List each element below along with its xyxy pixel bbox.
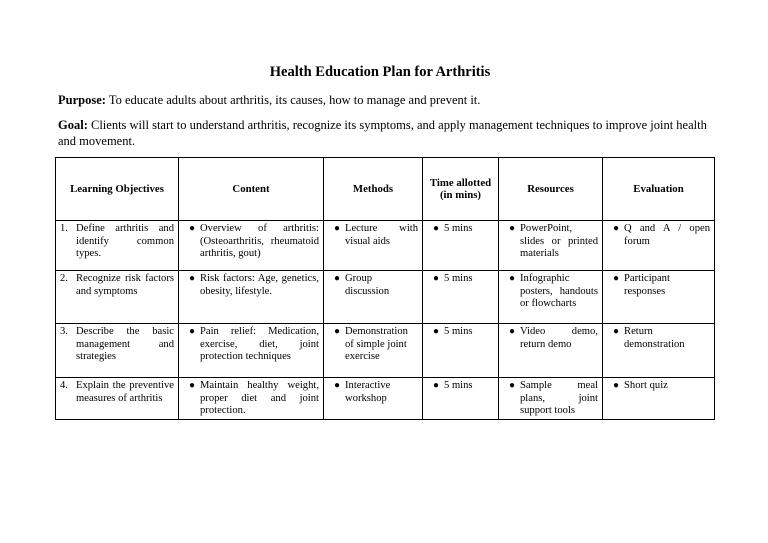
evaluation-text: Q and A / open forum [624, 223, 710, 247]
time-cell [423, 221, 499, 271]
evaluation-cell [603, 324, 715, 378]
time-cell [423, 324, 499, 378]
content-cell [179, 221, 324, 271]
bullet-icon: ● [432, 273, 440, 284]
bullet-icon: ● [432, 326, 440, 337]
method-cell [324, 378, 423, 420]
goal-text: Clients will start to understand arthritis, recognize its symptoms, and apply management techniques to improve joint health and movement. [58, 118, 707, 148]
evaluation-cell [603, 221, 715, 271]
table-row [56, 221, 715, 271]
bullet-icon: ● [612, 223, 620, 234]
row-number: 4. [60, 380, 68, 391]
evaluation-cell [603, 378, 715, 420]
table-row [56, 378, 715, 420]
resources-text: Infographic posters, handouts or flowcharts [520, 273, 598, 309]
content-cell [179, 324, 324, 378]
evaluation-cell [603, 271, 715, 324]
education-plan-table [55, 157, 715, 420]
bullet-icon: ● [508, 326, 516, 337]
header-learning-objectives: Learning Objectives [56, 158, 179, 221]
method-cell [324, 221, 423, 271]
resources-text: Video demo, return demo [520, 326, 598, 350]
time-text: 5 mins [444, 223, 473, 234]
resources-text: Sample meal plans, joint support tools [520, 380, 598, 416]
resources-text: PowerPoint, slides or printed materials [520, 223, 598, 259]
content-text: Risk factors: Age, genetics, obesity, lifestyle. [200, 273, 319, 297]
objective-cell [56, 271, 179, 324]
purpose-paragraph [58, 92, 708, 108]
purpose-text: To educate adults about arthritis, its causes, how to manage and prevent it. [105, 93, 481, 107]
bullet-icon: ● [612, 273, 620, 284]
content-text: Pain relief: Medication, exercise, diet, joint protection techniques [200, 326, 319, 362]
bullet-icon: ● [188, 326, 196, 337]
table-row [56, 271, 715, 324]
objective-text: Recognize risk factors and symptoms [76, 273, 174, 297]
resources-cell [499, 221, 603, 271]
resources-cell [499, 271, 603, 324]
method-text: Demonstration of simple joint exercise [345, 326, 408, 362]
objective-text: Define arthritis and identify common types. [76, 223, 174, 259]
resources-cell [499, 324, 603, 378]
evaluation-text: Participant responses [624, 273, 670, 297]
time-cell [423, 271, 499, 324]
bullet-icon: ● [188, 223, 196, 234]
method-text: Group discussion [345, 273, 390, 297]
bullet-icon: ● [333, 273, 341, 284]
method-text: Lecture with visual aids [345, 223, 418, 247]
objective-cell [56, 324, 179, 378]
resources-cell [499, 378, 603, 420]
bullet-icon: ● [188, 273, 196, 284]
bullet-icon: ● [612, 326, 620, 337]
bullet-icon: ● [508, 273, 516, 284]
header-evaluation: Evaluation [603, 158, 715, 221]
document-title: Health Education Plan for Arthritis [269, 64, 491, 80]
bullet-icon: ● [333, 326, 341, 337]
bullet-icon: ● [188, 380, 196, 391]
bullet-icon: ● [432, 223, 440, 234]
evaluation-text: Short quiz [624, 380, 668, 391]
time-text: 5 mins [444, 380, 473, 391]
time-text: 5 mins [444, 273, 473, 284]
time-text: 5 mins [444, 326, 473, 337]
objective-text: Explain the preventive measures of arthritis [76, 380, 174, 404]
objective-cell [56, 221, 179, 271]
purpose-label: Purpose: [58, 93, 106, 107]
row-number: 2. [60, 273, 68, 284]
header-content: Content [179, 158, 324, 221]
bullet-icon: ● [432, 380, 440, 391]
row-number: 3. [60, 326, 68, 337]
row-number: 1. [60, 223, 68, 234]
time-cell [423, 378, 499, 420]
objective-text: Describe the basic management and strategies [76, 326, 174, 362]
bullet-icon: ● [508, 223, 516, 234]
bullet-icon: ● [612, 380, 620, 391]
evaluation-text: Return demonstration [624, 326, 685, 350]
bullet-icon: ● [508, 380, 516, 391]
method-cell [324, 324, 423, 378]
table-row [56, 324, 715, 378]
method-text: Interactive workshop [345, 380, 391, 404]
header-methods: Methods [324, 158, 423, 221]
content-text: Maintain healthy weight, proper diet and joint protection. [200, 380, 319, 416]
goal-paragraph [58, 117, 708, 149]
bullet-icon: ● [333, 223, 341, 234]
content-text: Overview of arthritis: (Osteoarthritis, rheumatoid arthritis, gout) [200, 223, 319, 259]
objective-cell [56, 378, 179, 420]
content-cell [179, 378, 324, 420]
header-time-allotted: Time allotted (in mins) [423, 158, 499, 221]
header-resources: Resources [499, 158, 603, 221]
method-cell [324, 271, 423, 324]
bullet-icon: ● [333, 380, 341, 391]
table-header-row [56, 158, 715, 221]
content-cell [179, 271, 324, 324]
goal-label: Goal: [58, 118, 88, 132]
